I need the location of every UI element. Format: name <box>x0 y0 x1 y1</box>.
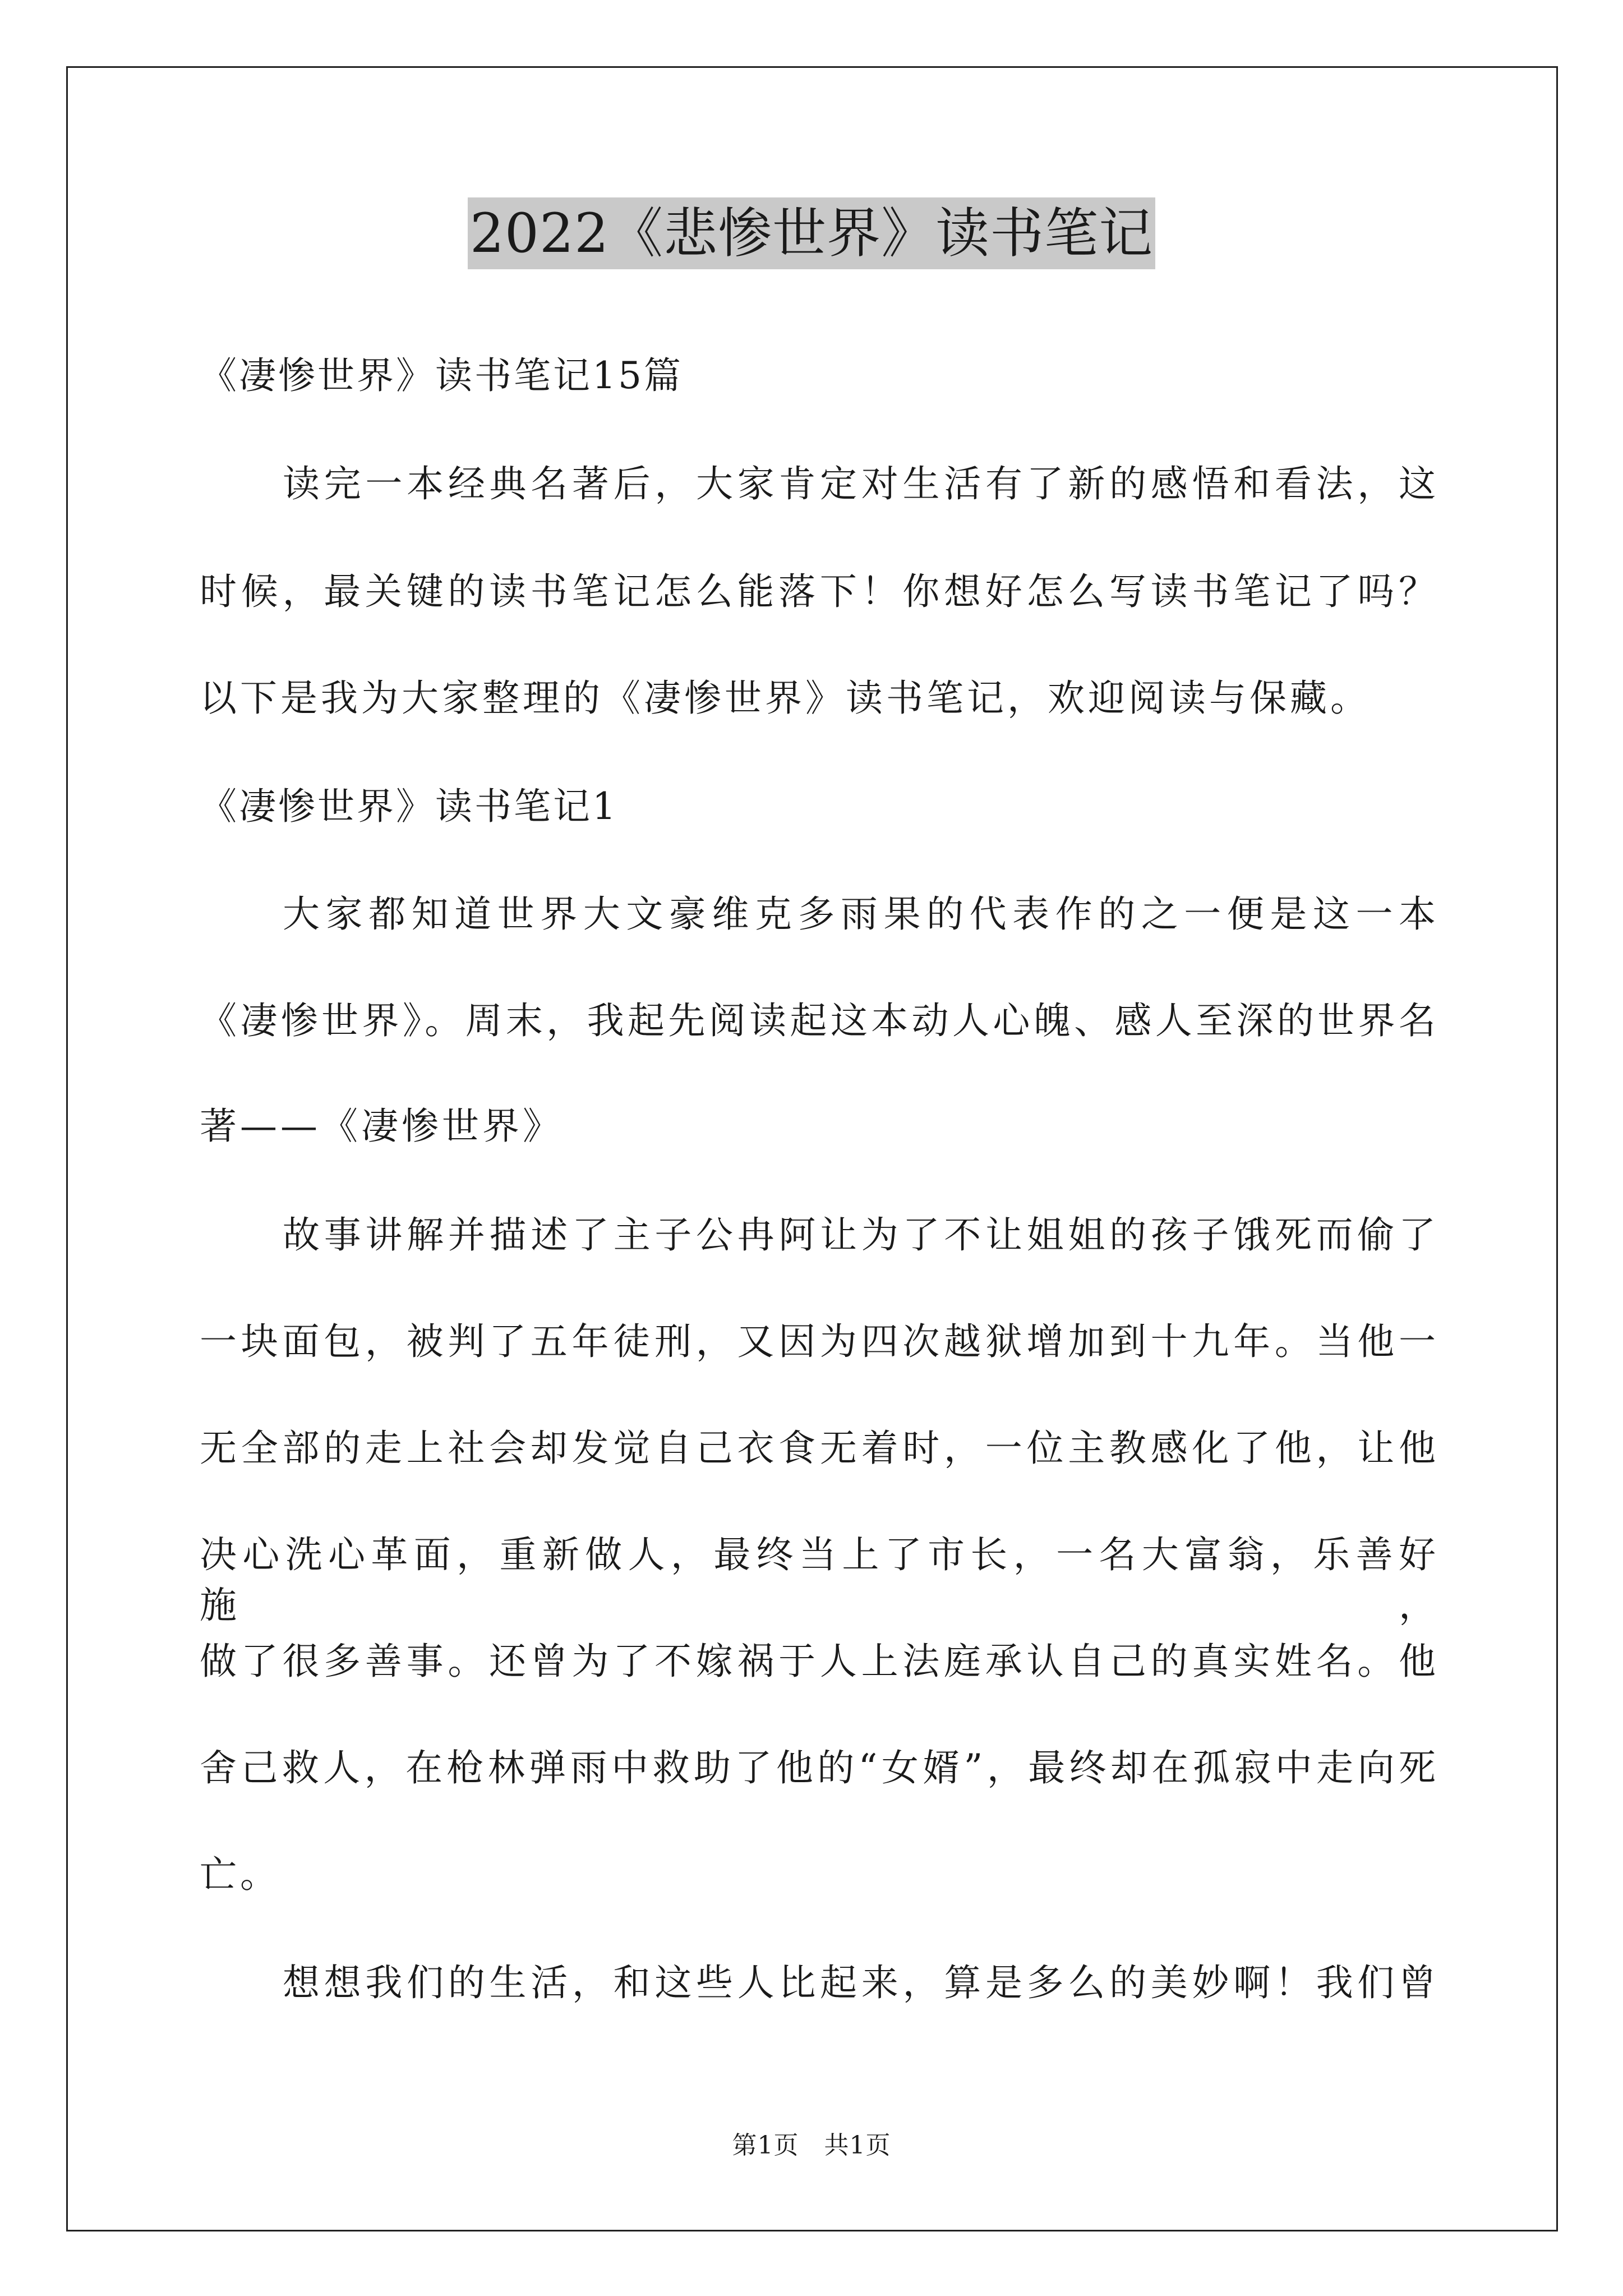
paragraph2-line-6: 舍己救人，在枪林弹雨中救助了他的“女婿”，最终却在孤寂中走向死 <box>200 1746 1439 1789</box>
paragraph2-line-7: 亡。 <box>200 1853 280 1896</box>
paragraph2-line-3: 无全部的走上社会却发觉自己衣食无着时，一位主教感化了他，让他 <box>200 1427 1439 1470</box>
paragraph2-line-4: 决心洗心革面，重新做人，最终当上了市长，一名大富翁，乐善好施， <box>200 1533 1439 1627</box>
title-container <box>0 197 1623 269</box>
section-heading: 《凄惨世界》读书笔记1 <box>200 785 618 828</box>
intro-line-2: 时候，最关键的读书笔记怎么能落下！你想好怎么写读书笔记了吗？ <box>200 570 1439 613</box>
intro-line-1: 读完一本经典名著后，大家肯定对生活有了新的感悟和看法，这 <box>283 462 1439 505</box>
paragraph2-line-5: 做了很多善事。还曾为了不嫁祸于人上法庭承认自己的真实姓名。他 <box>200 1640 1439 1683</box>
paragraph1-line-1: 大家都知道世界大文豪维克多雨果的代表作的之一便是这一本 <box>283 892 1439 936</box>
intro-line-3: 以下是我为大家整理的《凄惨世界》读书笔记，欢迎阅读与保藏。 <box>200 677 1371 720</box>
subtitle: 《凄惨世界》读书笔记15篇 <box>200 354 683 397</box>
paragraph1-line-2: 《凄惨世界》。周末，我起先阅读起这本动人心魄、感人至深的世界名 <box>200 999 1439 1042</box>
paragraph2-line-1: 故事讲解并描述了主子公冉阿让为了不让姐姐的孩子饿死而偷了 <box>283 1213 1439 1257</box>
paragraph2-line-2: 一块面包，被判了五年徒刑，又因为四次越狱增加到十九年。当他一 <box>200 1320 1439 1363</box>
paragraph1-line-3: 著——《凄惨世界》 <box>200 1105 563 1148</box>
page-footer: 第1页 共1页 <box>732 2131 891 2160</box>
paragraph3-line-1: 想想我们的生活，和这些人比起来，算是多么的美妙啊！我们曾 <box>283 1961 1439 2004</box>
document-title: 2022《悲惨世界》读书笔记 <box>468 197 1155 269</box>
